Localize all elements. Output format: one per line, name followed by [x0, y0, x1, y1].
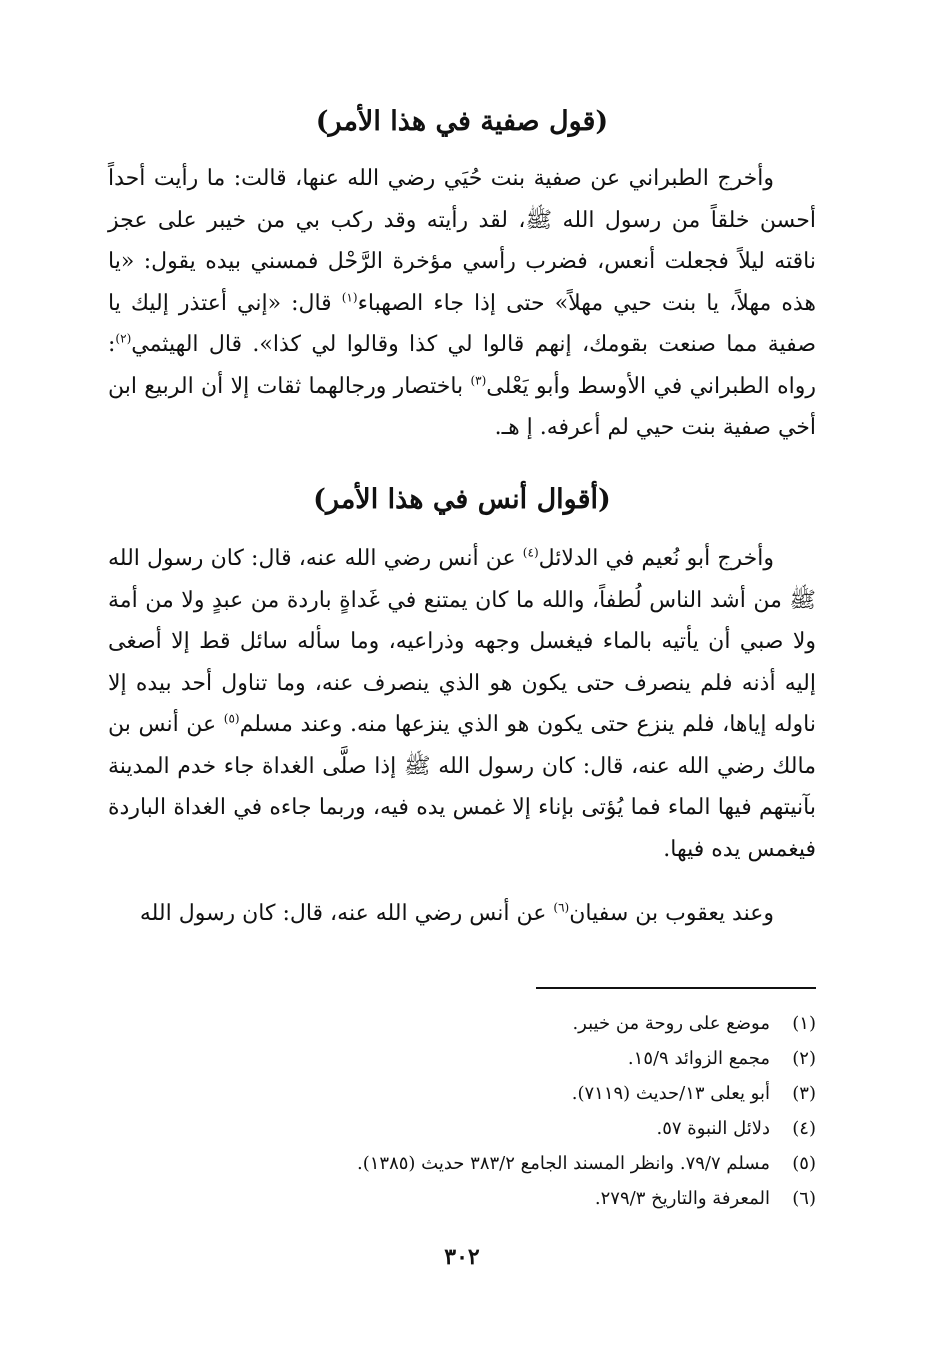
- paragraph-yaqub: [108, 893, 816, 935]
- section-heading-safiyya: (قول صفية في هذا الأمر): [315, 106, 609, 137]
- paragraph-text: : رواه الطبراني في الأوسط وأبو يَعْلى: [108, 332, 816, 399]
- paragraph-text: عن أنس بن مالك رضي الله عنه، قال: كان رسول الله ﷺ إذا صلَّى الغداة جاء خدم المدينة بآنيتهم فيها الماء فما يُؤتى بإناء إلا غمس يده فيه، وربما جاءه في الغداة الباردة فيغمس يده فيها.: [108, 712, 816, 862]
- footnotes-list: [108, 1006, 816, 1216]
- footnote-ref-6[interactable]: (٦): [553, 900, 570, 915]
- paragraph-text: قال: «إني أعتذر إليك يا صفية مما صنعت بقومك، إنهم قالوا لي كذا وقالوا لي كذا». قال الهيثمي: [108, 290, 816, 357]
- paragraph-safiyya: [108, 158, 816, 449]
- page-number: ٣٠٢: [444, 1244, 480, 1270]
- footnote-number: (٣): [792, 1083, 816, 1104]
- footnote-item: [108, 1041, 816, 1076]
- footnote-text: مسلم ٧٩/٧. وانظر المسند الجامع ٣٨٣/٢ حديث (١٣٨٥).: [357, 1153, 770, 1174]
- footnote-number: (٥): [792, 1153, 816, 1174]
- footnote-text: المعرفة والتاريخ ٢٧٩/٣.: [594, 1188, 770, 1209]
- section-heading-anas: (أقوال أنس في هذا الأمر): [313, 484, 611, 515]
- paragraph-text: عن أنس رضي الله عنه، قال: كان رسول الله: [139, 901, 554, 926]
- footnote-item: [108, 1111, 816, 1146]
- footnote-ref-4[interactable]: (٤): [522, 545, 539, 560]
- paragraph-text: وعند يعقوب بن سفيان: [569, 901, 774, 926]
- footnote-ref-1[interactable]: (١): [341, 290, 358, 305]
- footnote-number: (١): [792, 1013, 816, 1034]
- footnote-text: مجمع الزوائد ١٥/٩.: [627, 1048, 770, 1069]
- footnote-item: [108, 1076, 816, 1111]
- footnote-ref-5[interactable]: (٥): [223, 711, 240, 726]
- footnote-item: [108, 1146, 816, 1181]
- paragraph-text: باختصار ورجالهما ثقات إلا أن الربيع ابن أخي صفية بنت حيي لم أعرفه. إ هـ.: [108, 373, 816, 440]
- footnote-number: (٢): [792, 1048, 816, 1069]
- paragraph-text: وأخرج الطبراني عن صفية بنت حُيَي رضي الله عنها، قالت: ما رأيت أحداً أحسن خلقاً من رسول الله ﷺ، لقد رأيته وقد ركب بي من خيبر على عجز ناقته ليلاً فجعلت أنعس، فضرب رأسي مؤخرة الرَّحْل فمسني بيده يقول: «يا هذه مهلاً، يا بنت حيي مهلاً» حتى إذا جاء الصهباء: [108, 166, 816, 316]
- paragraph-text: وأخرج أبو نُعيم في الدلائل: [538, 546, 774, 571]
- footnote-item: [108, 1181, 816, 1216]
- paragraph-anas: [108, 538, 816, 870]
- footnote-ref-2[interactable]: (٢): [115, 331, 132, 346]
- footnote-text: موضع على روحة من خيبر.: [572, 1013, 770, 1034]
- paragraph-text: عن أنس رضي الله عنه، قال: كان رسول الله ﷺ من أشد الناس لُطفاً، والله ما كان يمتنع في غَداةٍ باردة من عبدٍ ولا من أمة ولا صبي أن يأتيه بالماء فيغسل وجهه وذراعيه، وما سأله سائل قط إلا أصغى إليه أذنه فلم ينصرف حتى يكون هو الذي ينصرف عنه، وما تناول أحد بيده إلا ناوله إياها، فلم ينزع حتى يكون هو الذي ينزعها منه. وعند مسلم: [108, 546, 816, 737]
- footnote-text: دلائل النبوة ٥٧.: [656, 1118, 770, 1139]
- book-page: [108, 0, 816, 1361]
- footnote-ref-3[interactable]: (٣): [470, 373, 487, 388]
- footnote-divider: [536, 987, 816, 989]
- footnote-number: (٤): [792, 1118, 816, 1139]
- footnote-item: [108, 1006, 816, 1041]
- footnote-text: أبو يعلى ١٣/حديث (٧١١٩).: [571, 1083, 770, 1104]
- footnote-number: (٦): [792, 1188, 816, 1209]
